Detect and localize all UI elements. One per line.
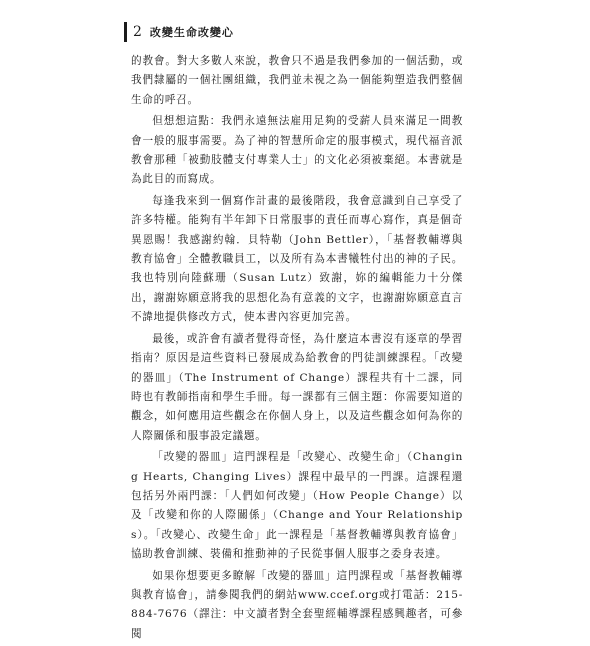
paragraph: 每逢我來到一個寫作計畫的最後階段，我會意識到自己享受了許多特權。能夠有半年卸下日常服事的責任而專心寫作，真是個奇異恩賜！我感謝約翰．貝特勒（John Bettler），「基督教輔導與教育協會」全體教職員工，以及所有為本書犧牲付出的神的子民。我也特別向陸蘇珊（Susan Lutz）致謝，妳的編輯能力十分傑出，謝謝妳願意將我的思想化為有意義的文字，也謝謝妳願意直言不諱地提供修改方式，使本書內容更加完善。 (131, 194, 463, 324)
paragraph: 如果你想要更多瞭解「改變的器皿」這門課程或「基督教輔導與教育協會」，請參閱我們的網站www.ccef.org或打電話：215-884-7676（譯注：中文讀者對全套聖經輔導課程感興趣者，可參閱 (131, 569, 463, 640)
running-header (124, 20, 484, 44)
header-rule (124, 22, 127, 42)
page-number: 2 (133, 24, 142, 40)
chapter-title: 改變生命改變心 (149, 25, 234, 39)
paragraph: 但想想這點：我們永遠無法雇用足夠的受薪人員來滿足一間教會一般的服事需要。為了神的智慧所命定的服事模式，現代福音派教會那種「被動肢體支付專業人士」的文化必須被棄絕。本書就是為此目的而寫成。 (131, 115, 463, 186)
paragraph: 「改變的器皿」這門課程是「改變心、改變生命」（Changing Hearts, Changing Lives）課程中最早的一門課。這課程還包括另外兩門課：「人們如何改變」（How People Change）以及「改變和你的人際關係」（Change and Your Relationships）。「改變心、改變生命」此一課程是「基督教輔導與教育協會」協助教會訓練、裝備和推動神的子民從事個人服事之委身表達。 (131, 451, 463, 561)
paragraph-continued: 的教會。對大多數人來說，教會只不過是我們參加的一個活動，或我們隸屬的一個社團組織，我們並未視之為一個能夠塑造我們整個生命的呼召。 (131, 55, 463, 106)
body-text (131, 52, 463, 646)
paragraph: 最後，或許會有讀者覺得奇怪，為什麼這本書沒有逐章的學習指南？原因是這些資料已發展成為給教會的門徒訓練課程。「改變的器皿」（The Instrument of Change）課程共有十二課，同時也有教師指南和學生手冊。每一課都有三個主題：你需要知道的觀念，如何應用這些觀念在你個人身上，以及這些觀念如何為你的人際關係和服事設定議題。 (131, 332, 463, 442)
